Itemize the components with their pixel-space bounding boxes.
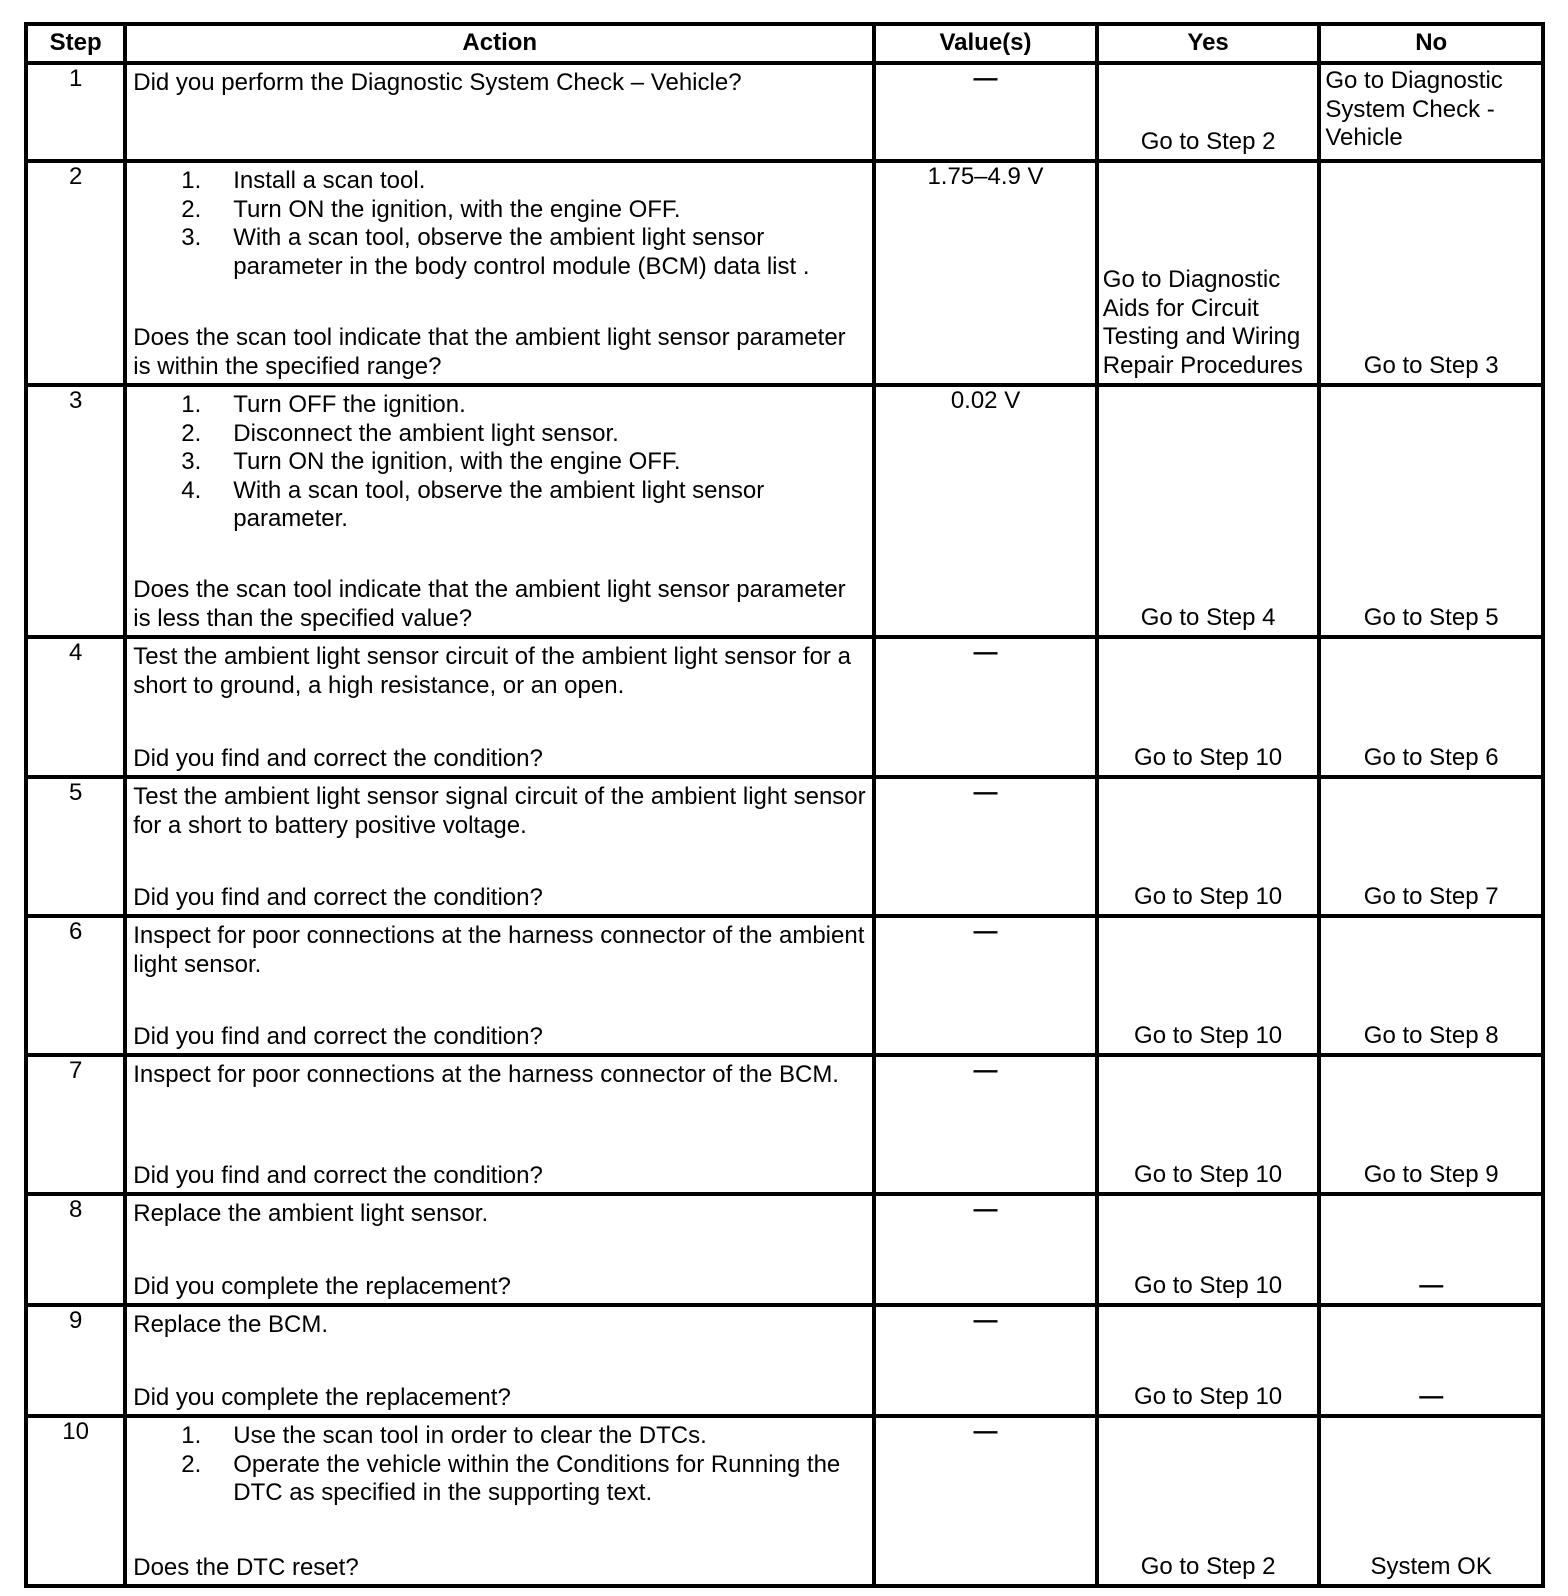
value-cell [874,916,1097,1055]
value-cell [874,385,1097,637]
value-cell [874,161,1097,385]
no-cell [1319,385,1543,637]
no-link[interactable]: Go to Step 3 [1363,351,1499,379]
header-yes: Yes [1097,24,1320,63]
yes-cell [1097,777,1320,916]
step-number: 2 [26,161,125,385]
action-cell [125,161,874,385]
no-cell [1319,637,1543,777]
no-link[interactable]: Go to Step 8 [1363,1021,1499,1049]
header-step: Step [26,24,125,63]
yes-cell [1097,637,1320,777]
action-question: Does the scan tool indicate that the ambient light sensor parameter is less than the specified value? [133,576,846,632]
table-row [26,1416,1543,1586]
action-question: Does the scan tool indicate that the ambient light sensor parameter is within the specified range? [133,324,846,380]
header-row [26,24,1543,63]
yes-cell [1097,1305,1320,1416]
yes-cell [1097,63,1320,161]
value-cell [874,777,1097,916]
yes-link[interactable]: Go to Step 2 [1140,127,1276,155]
action-question: Did you find and correct the condition? [133,1161,543,1189]
action-steps-list [133,391,866,534]
header-values: Value(s) [874,24,1097,63]
no-link: — [1419,1271,1444,1299]
action-step-number: 2. [181,1450,202,1478]
action-text: Inspect for poor connections at the harness connector of the ambient light sensor. [133,922,865,978]
action-cell [125,385,874,637]
action-step [133,1422,866,1451]
value-cell [874,1055,1097,1194]
action-text: Replace the BCM. [133,1311,329,1338]
action-steps-list [133,1422,866,1508]
value-text: 1.75–4.9 V [927,163,1044,190]
table-row [26,777,1543,916]
table-row [26,161,1543,385]
yes-link[interactable]: Go to Step 4 [1140,603,1276,631]
no-link: — [1419,1382,1444,1410]
no-cell [1319,161,1543,385]
no-link[interactable]: Go to Step 5 [1363,603,1499,631]
no-cell [1319,777,1543,916]
action-steps-list [133,167,866,281]
action-text: Test the ambient light sensor circuit of the ambient light sensor for a short to ground, a high resistance, or an open. [133,643,851,699]
value-cell [874,1194,1097,1305]
action-step-text: Install a scan tool. [233,167,426,194]
no-link[interactable]: Go to Diagnostic System Check - Vehicle [1325,67,1503,151]
action-question: Did you find and correct the condition? [133,744,543,772]
value-cell [874,1416,1097,1586]
yes-link[interactable]: Go to Step 10 [1134,1271,1283,1299]
table-row [26,1055,1543,1194]
yes-cell [1097,1055,1320,1194]
step-number: 5 [26,777,125,916]
action-step-number: 1. [181,167,202,194]
yes-link[interactable]: Go to Step 2 [1140,1552,1276,1580]
action-question: Did you complete the replacement? [133,1272,511,1300]
action-step-number: 2. [181,195,202,223]
value-text: — [973,1307,998,1334]
step-number: 10 [26,1416,125,1586]
value-text: — [973,639,998,666]
action-step [133,1451,866,1508]
yes-cell [1097,161,1320,385]
table-row [26,1194,1543,1305]
yes-cell [1097,1416,1320,1586]
action-cell [125,1305,874,1416]
action-question: Did you complete the replacement? [133,1383,511,1411]
action-step-number: 1. [181,1422,202,1449]
action-step [133,224,866,281]
value-cell [874,637,1097,777]
value-text: 0.02 V [950,387,1021,414]
step-number: 6 [26,916,125,1055]
no-cell [1319,916,1543,1055]
value-text: — [973,1196,998,1223]
value-text: — [973,779,998,806]
yes-link[interactable]: Go to Step 10 [1134,1160,1283,1188]
action-question: Does the DTC reset? [133,1553,359,1581]
value-cell [874,1305,1097,1416]
no-cell [1319,1416,1543,1586]
action-step-text: Turn ON the ignition, with the engine OFF. [233,195,681,223]
step-number: 3 [26,385,125,637]
action-step [133,196,866,225]
action-step-text: With a scan tool, observe the ambient light sensor parameter in the body control module (BCM) data list . [233,224,810,280]
action-step-text: Use the scan tool in order to clear the DTCs. [233,1422,707,1449]
action-step-number: 3. [181,224,202,251]
table-row [26,385,1543,637]
step-number: 1 [26,63,125,161]
no-link[interactable]: Go to Step 9 [1363,1160,1499,1188]
no-cell [1319,63,1543,161]
yes-cell [1097,385,1320,637]
action-cell [125,916,874,1055]
action-step-number: 1. [181,391,202,418]
action-step [133,420,866,449]
step-number: 9 [26,1305,125,1416]
action-step-text: Disconnect the ambient light sensor. [233,419,619,447]
no-link[interactable]: Go to Step 6 [1363,743,1499,771]
action-step-text: Turn OFF the ignition. [233,391,466,418]
action-text: Test the ambient light sensor signal circuit of the ambient light sensor for a short to battery positive voltage. [133,783,866,839]
action-cell [125,63,874,161]
action-text: Replace the ambient light sensor. [133,1200,489,1227]
action-step [133,167,866,196]
action-step-text: With a scan tool, observe the ambient light sensor parameter. [233,476,765,532]
table-row [26,916,1543,1055]
value-cell [874,63,1097,161]
table-row [26,1305,1543,1416]
no-cell [1319,1055,1543,1194]
action-step-text: Turn ON the ignition, with the engine OFF. [233,448,681,475]
action-cell [125,777,874,916]
action-step-text: Operate the vehicle within the Conditions for Running the DTC as specified in the supporting text. [233,1450,841,1506]
value-text: — [973,1418,998,1445]
table-row [26,637,1543,777]
value-text: — [973,65,998,92]
action-cell [125,637,874,777]
step-number: 4 [26,637,125,777]
action-step-number: 3. [181,448,202,475]
action-step [133,448,866,477]
no-link[interactable]: System OK [1370,1552,1492,1580]
diagnostic-table [24,22,1545,1588]
yes-link[interactable]: Go to Step 10 [1134,1021,1283,1049]
value-text: — [973,1057,998,1084]
action-cell [125,1055,874,1194]
header-action: Action [125,24,874,63]
yes-link[interactable]: Go to Diagnostic Aids for Circuit Testing and Wiring Repair Procedures [1102,266,1303,379]
action-text: Inspect for poor connections at the harness connector of the BCM. [133,1061,839,1088]
step-number: 8 [26,1194,125,1305]
action-question: Did you find and correct the condition? [133,883,543,911]
yes-cell [1097,1194,1320,1305]
step-number: 7 [26,1055,125,1194]
action-step [133,477,866,534]
yes-link[interactable]: Go to Step 10 [1134,743,1283,771]
no-cell [1319,1305,1543,1416]
action-step-number: 2. [181,419,202,447]
yes-link[interactable]: Go to Step 10 [1134,882,1283,910]
action-cell [125,1194,874,1305]
yes-link[interactable]: Go to Step 10 [1134,1382,1283,1410]
table-row [26,63,1543,161]
action-cell [125,1416,874,1586]
action-question: Did you find and correct the condition? [133,1022,543,1050]
action-text: Did you perform the Diagnostic System Check – Vehicle? [133,69,742,96]
value-text: — [973,918,998,945]
header-no: No [1319,24,1543,63]
action-step-number: 4. [181,476,202,504]
yes-cell [1097,916,1320,1055]
no-cell [1319,1194,1543,1305]
no-link[interactable]: Go to Step 7 [1363,882,1499,910]
action-step [133,391,866,420]
